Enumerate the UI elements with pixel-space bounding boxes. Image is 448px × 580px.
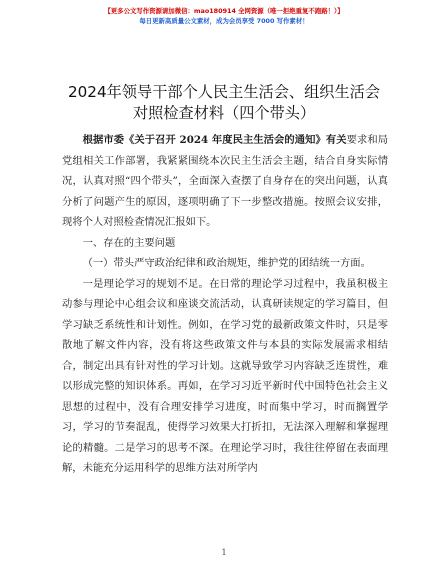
document-title: [40, 82, 408, 124]
banner-line-2: 每日更新高质量公文素材，成为会员享受 7000 写作素材！: [139, 17, 309, 25]
page-number: 1: [221, 548, 227, 557]
intro-body: 要求和局党组相关工作部署，我紧紧围绕本次民主生活会主题，结合自身实际情况，认真对照“四个带头”，全面深入查摆了自身存在的突出问题，认真分析了问题产生的原因，逐项明确了下一步整改措施。按照会议安排，现将个人对照检查情况汇报如下。: [62, 134, 389, 228]
intro-lead: 根据市委《关于召开 2024 年度民主生活会的通知》有关: [82, 134, 347, 146]
title-line-1: 2024年领导干部个人民主生活会、组织生活会: [67, 83, 381, 101]
subsection-heading: （一）带头严守政治纪律和政治规矩，维护党的团结统一方面。: [82, 257, 371, 269]
body-paragraph: 一是理论学习的规划不足。在日常的理论学习过程中，我虽积极主动参与理论中心组会议和座谈交流活动，认真研读规定的学习篇目，但学习缺乏系统性和计划性。例如，在学习党的最新政策文件时，只是零散地了解文件内容，没有将这些政策文件与本县的实际发展需求相结合，制定出具有针对性的学习计划。这就导致学习内容缺乏连贯性，难以形成完整的知识体系。再如，在学习习近平新时代中国特色社会主义思想的过程中，没有合理安排学习进度，时而集中学习，时而搁置学习，学习的节奏混乱，使得学习效果大打折扣，无法深入理解和掌握理论的精髓。二是学习的思考不深。在理论学习时，我往往停留在表面理解，未能充分运用科学的思维方法对所学内: [62, 277, 388, 474]
header-banner: [0, 6, 448, 26]
section-heading: 一、存在的主要问题: [82, 236, 176, 249]
intro-paragraph: [62, 130, 388, 233]
banner-line-1: 【更多公文写作资源请加微信：mao180914 全网资源（唯一拒绝重复不跑路！）】: [104, 7, 344, 15]
document-body: [62, 130, 388, 479]
title-line-2: 对照检查材料（四个带头）: [132, 104, 316, 122]
